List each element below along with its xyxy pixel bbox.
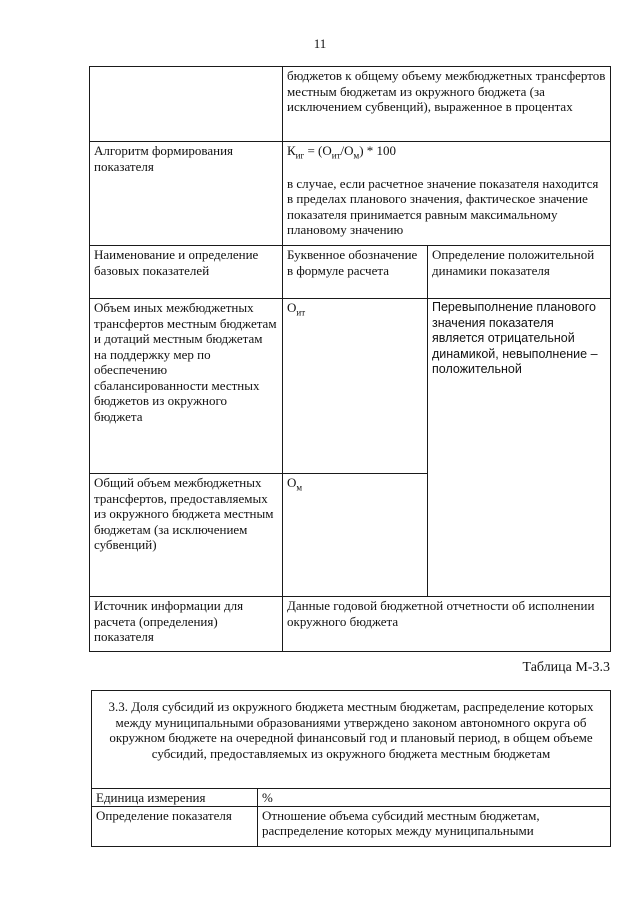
header-symbol: Буквенное обозначение в формуле расчета xyxy=(283,246,428,299)
item-symbol xyxy=(283,299,428,474)
table-row-unit xyxy=(92,789,611,807)
header-name: Наименование и определение базовых показателей xyxy=(90,246,283,299)
algorithm-label: Алгоритм формирования показателя xyxy=(90,142,283,246)
continuation-text: бюджетов к общему объему межбюджетных трансфертов местным бюджетам из окружного бюджета (за исключением субвенций), выраженное в процентах xyxy=(283,67,611,142)
table-row-item xyxy=(90,299,611,474)
formula-part2: = (О xyxy=(304,143,332,158)
table-row-algorithm xyxy=(90,142,611,246)
formula xyxy=(287,143,606,159)
formula-part3: /О xyxy=(340,143,354,158)
formula-k: К xyxy=(287,143,296,158)
table-caption: Таблица М-3.3 xyxy=(522,660,610,675)
formula-k-sub: иг xyxy=(295,150,305,161)
table-row-header xyxy=(90,246,611,299)
definition-label: Определение показателя xyxy=(92,806,258,846)
page-number: 11 xyxy=(313,36,327,51)
table-row-definition xyxy=(92,806,611,846)
empty-cell xyxy=(90,67,283,142)
indicator-table-3-3 xyxy=(91,690,611,847)
formula-o2-sub: м xyxy=(353,150,360,161)
algorithm-cell xyxy=(283,142,611,246)
unit-label: Единица измерения xyxy=(92,789,258,807)
item-symbol xyxy=(283,474,428,597)
unit-value: % xyxy=(258,789,611,807)
symbol-letter: О xyxy=(287,300,297,315)
algorithm-note: в случае, если расчетное значение показателя находится в пределах планового значения, фактическое значение показателя принимается равным максимальному плановому значению xyxy=(287,175,599,237)
symbol-sub: м xyxy=(296,482,303,493)
item-name: Общий объем межбюджетных трансфертов, предоставляемых из окружного бюджета местным бюджетам (за исключением субвенций) xyxy=(90,474,283,597)
source-label: Источник информации для расчета (определения) показателя xyxy=(90,597,283,652)
header-dynamics: Определение положительной динамики показателя xyxy=(428,246,611,299)
symbol-sub: ит xyxy=(296,307,306,318)
formula-part4: ) * 100 xyxy=(359,143,397,158)
formula-o1-sub: ит xyxy=(331,150,341,161)
table-title-row xyxy=(92,691,611,789)
definition-value: Отношение объема субсидий местным бюджетам, распределение которых между муниципальными xyxy=(258,806,611,846)
symbol-letter: О xyxy=(287,475,297,490)
item-dynamics: Перевыполнение планового значения показателя является отрицательной динамикой, невыполнение – положительной xyxy=(428,299,611,597)
item-name: Объем иных межбюджетных трансфертов местным бюджетам и дотаций местным бюджетам на поддержку мер по обеспечению сбалансированности местных бюджетов из окружного бюджета xyxy=(90,299,283,474)
source-value: Данные годовой бюджетной отчетности об исполнении окружного бюджета xyxy=(283,597,611,652)
table-row-continuation xyxy=(90,67,611,142)
table-title: 3.3. Доля субсидий из окружного бюджета местным бюджетам, распределение которых между муниципальными образованиями утверждено законом автономного округа об окружном бюджете на очередной финансовый год и плановый период, в общем объеме субсидий, предоставляемых из окружного бюджета местным бюджетам xyxy=(92,691,611,789)
indicator-table xyxy=(89,66,611,652)
table-row-source xyxy=(90,597,611,652)
